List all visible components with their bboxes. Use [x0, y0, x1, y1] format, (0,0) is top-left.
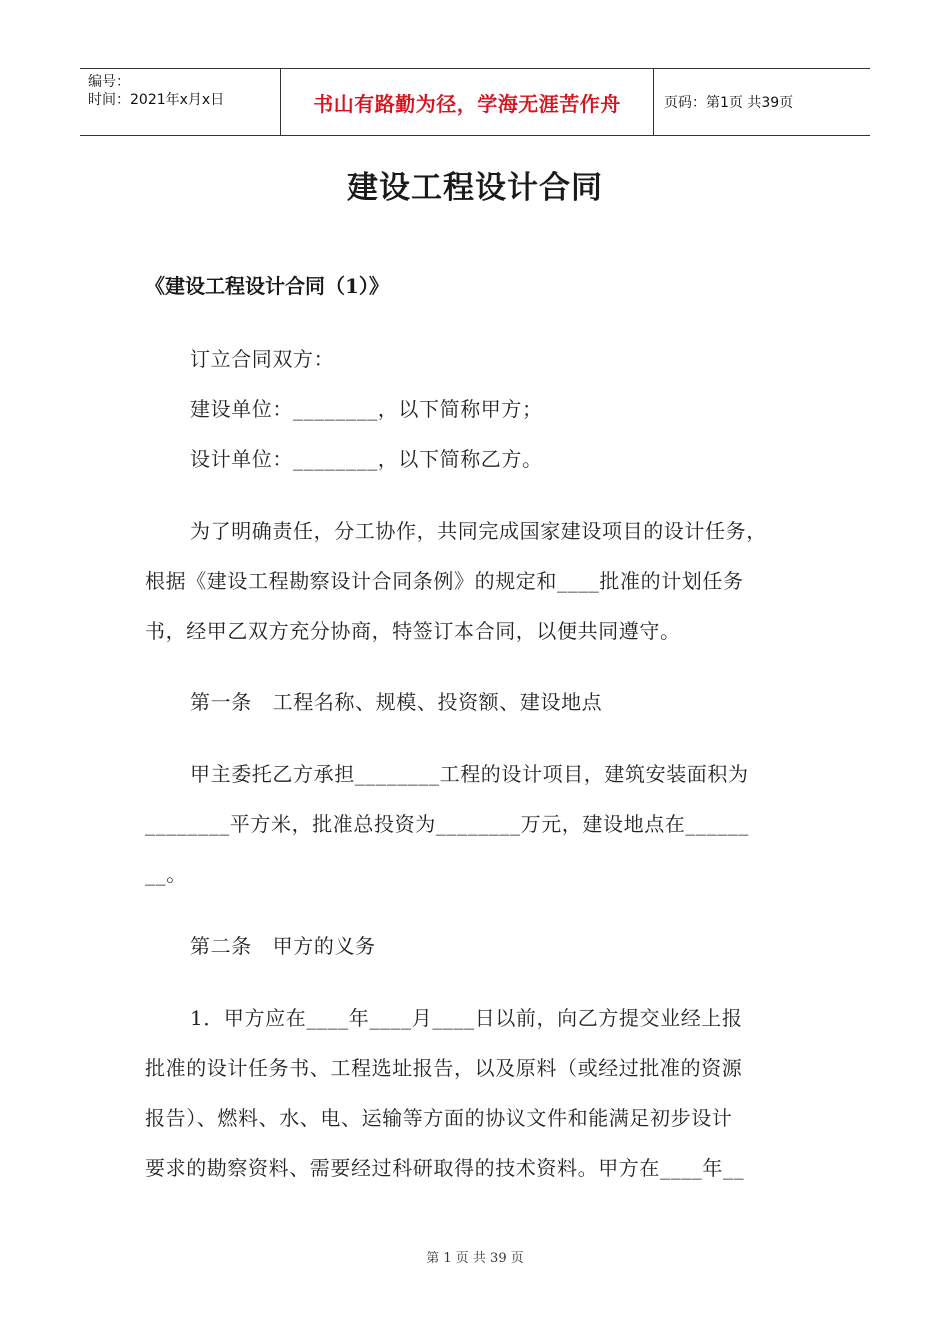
body-line: 建设单位：________，以下简称甲方； [190, 397, 543, 421]
page-footer: 第 1 页 共 39 页 [426, 1251, 524, 1266]
body-line: __。 [145, 862, 187, 886]
header-time-label: 时间：2021年x月x日 [88, 92, 225, 108]
body-line: 设计单位：________，以下简称乙方。 [190, 447, 543, 471]
header-meta [80, 69, 281, 135]
body-line: 根据《建设工程勘察设计合同条例》的规定和____批准的计划任务 [145, 569, 744, 593]
body-line: 订立合同双方： [190, 347, 335, 371]
body-line: 为了明确责任，分工协作，共同完成国家建设项目的设计任务， [190, 519, 767, 543]
body-line: 甲主委托乙方承担________工程的设计项目，建筑安装面积为 [190, 762, 749, 786]
document-subtitle: 《建设工程设计合同（1）》 [145, 274, 389, 298]
body-line: ________平方米，批准总投资为________万元，建设地点在______ [145, 812, 749, 836]
body-line: 书，经甲乙双方充分协商，特签订本合同，以便共同遵守。 [145, 619, 681, 643]
document-title: 建设工程设计合同 [347, 170, 603, 206]
article-heading: 第二条 甲方的义务 [190, 934, 376, 958]
header-page-info: 页码：第1页 共39页 [664, 95, 794, 111]
body-line: 要求的勘察资料、需要经过科研取得的技术资料。甲方在____年__ [145, 1156, 745, 1180]
header-motto: 书山有路勤为径，学海无涯苦作舟 [281, 69, 654, 135]
article-heading: 第一条 工程名称、规模、投资额、建设地点 [190, 690, 603, 714]
document-header [80, 68, 870, 136]
header-number-label: 编号： [88, 74, 130, 90]
body-line: 批准的设计任务书、工程选址报告，以及原料（或经过批准的资源 [145, 1056, 743, 1080]
body-line: 报告）、燃料、水、电、运输等方面的协议文件和能满足初步设计 [145, 1106, 733, 1130]
body-line: 1．甲方应在____年____月____日以前，向乙方提交业经上报 [190, 1006, 743, 1030]
